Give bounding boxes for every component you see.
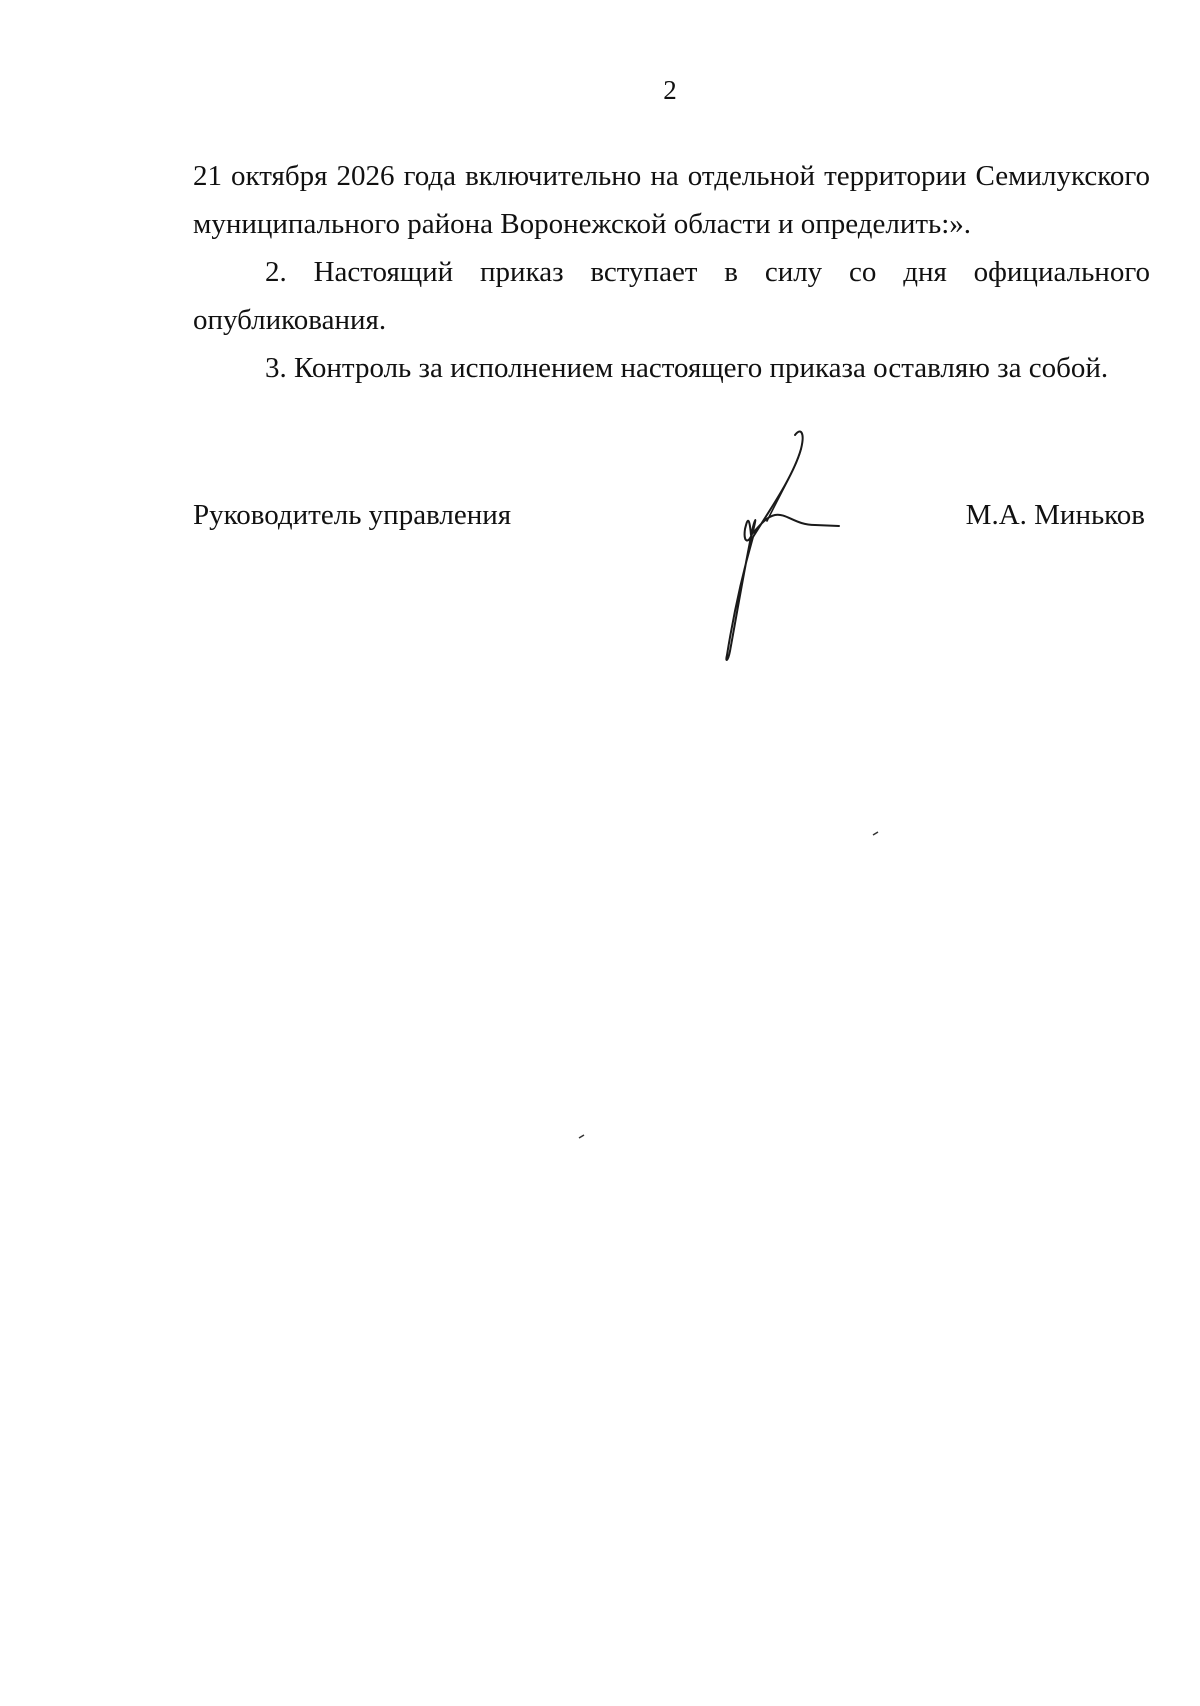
paragraph-continued: 21 октября 2026 года включительно на отдельной территории Семилукского муниципального района Воронежской области и определить:». (193, 160, 1150, 240)
handwritten-signature (705, 425, 855, 665)
paragraph-item-2: 2. Настоящий приказ вступает в силу со дня официального опубликования. (193, 256, 1150, 336)
scan-speck (872, 830, 880, 836)
signature-block (193, 491, 1150, 539)
scan-speck (578, 1133, 586, 1139)
signer-position: Руководитель управления (193, 499, 512, 531)
paragraph-item-3: 3. Контроль за исполнением настоящего приказа оставляю за собой. (265, 352, 1109, 384)
page-number: 2 (663, 75, 677, 105)
signer-name: М.А. Миньков (965, 499, 1145, 531)
